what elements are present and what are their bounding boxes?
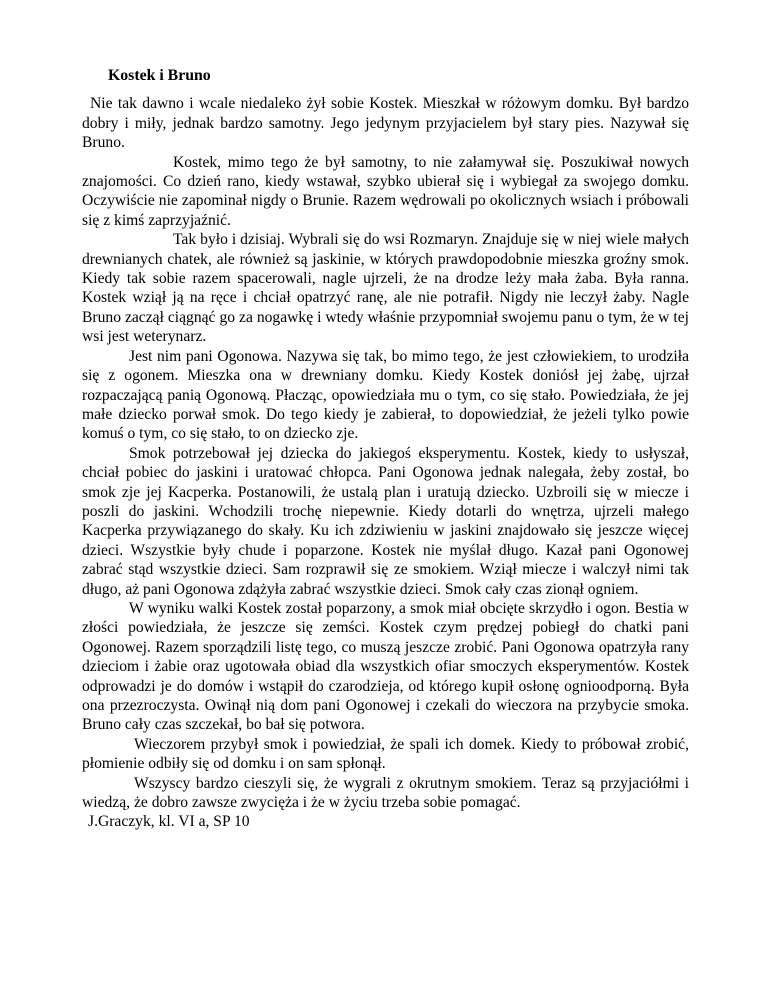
paragraph-4: Jest nim pani Ogonowa. Nazywa się tak, bo mimo tego, że jest człowiekiem, to urodziła się z ogonem. Mieszka ona w drewniany domku. Kiedy Kostek doniósł jej żabę, ujrzał rozpaczającą panią Ogonową. Płacząc, opowiedziała mu o tym, co się stało. Powiedziała, że jej małe dziecko porwał smok. Do tego kiedy je zabierał, to dopowiedział, że jeżeli tylko powie komuś o tym, co się stało, to on dziecko zje. bbox=[82, 347, 689, 443]
paragraph-6: W wyniku walki Kostek został poparzony, a smok miał obcięte skrzydło i ogon. Bestia w złości powiedziała, że jeszcze się zemści. Kostek czym prędzej pobiegł do chatki pani Ogonowej. Razem sporządzili listę tego, co muszą jeszcze zrobić. Pani Ogonowa opatrzyła rany dzieciom i żabie oraz ugotowała obiad dla wszystkich ofiar smoczych eksperymentów. Kostek odprowadzi je do domów i wstąpił do czarodzieja, od którego kupił osłonę ognioodporną. Była ona przezroczysta. Owinął nią dom pani Ogonowej i czekali do wieczora na przybycie smoka. Bruno cały czas szczekał, bo bał się potwora. bbox=[82, 599, 689, 734]
paragraph-7: Wieczorem przybył smok i powiedział, że spali ich domek. Kiedy to próbował zrobić, płomienie odbiły się od domku i on sam spłonął. bbox=[82, 735, 689, 773]
document-title: Kostek i Bruno bbox=[108, 67, 211, 84]
author-signature: J.Graczyk, kl. VI a, SP 10 bbox=[88, 813, 250, 831]
document-page bbox=[82, 66, 689, 832]
paragraph-8: Wszyscy bardzo cieszyli się, że wygrali z okrutnym smokiem. Teraz są przyjaciółmi i wiedzą, że dobro zawsze zwycięża i że w życiu trzeba sobie pomagać. bbox=[82, 774, 689, 812]
paragraph-1: Nie tak dawno i wcale niedaleko żył sobie Kostek. Mieszkał w różowym domku. Był bardzo dobry i miły, jednak bardzo samotny. Jego jedynym przyjacielem był stary pies. Nazywał się Bruno. bbox=[82, 95, 689, 152]
paragraph-5: Smok potrzebował jej dziecka do jakiegoś eksperymentu. Kostek, kiedy to usłyszał, chciał pobiec do jaskini i uratować chłopca. Pani Ogonowa jednak nalegała, żeby został, bo smok zje jej Kacperka. Postanowili, że ustalą plan i uratują dziecko. Uzbroili się w miecze i poszli do jaskini. Wchodzili trochę niepewnie. Kiedy dotarli do wnętrza, ujrzeli małego Kacperka przywiązanego do skały. Ku ich zdziwieniu w jaskini znajdowało się jeszcze więcej dzieci. Wszystkie były chude i poparzone. Kostek nie myślał długo. Kazał pani Ogonowej zabrać stąd wszystkie dzieci. Sam rozprawił się ze smokiem. Wziął miecze i walczył nimi tak długo, aż pani Ogonowa zdążyła zabrać wszystkie dzieci. Smok cały czas zionął ogniem. bbox=[82, 444, 689, 598]
paragraph-2: Kostek, mimo tego że był samotny, to nie załamywał się. Poszukiwał nowych znajomości. Co dzień rano, kiedy wstawał, szybko ubierał się i wybiegał za swojego domku. Oczywiście nie zapominał nigdy o Brunie. Razem wędrowali po okolicznych wsiach i próbowali się z kimś zaprzyjaźnić. bbox=[82, 153, 689, 229]
paragraph-3: Tak było i dzisiaj. Wybrali się do wsi Rozmaryn. Znajduje się w niej wiele małych drewnianych chatek, ale również są jaskinie, w których prawdopodobnie mieszka groźny smok. Kiedy tak sobie razem spacerowali, nagle ujrzeli, że na drodze leży mała żaba. Była ranna. Kostek wziął ją na ręce i chciał opatrzyć ranę, ale nie potrafił. Nigdy nie leczył żaby. Nagle Bruno zaczął ciągnąć go za nogawkę i wtedy właśnie przypomniał swojemu panu o tym, że w tej wsi jest weterynarz. bbox=[82, 231, 689, 346]
